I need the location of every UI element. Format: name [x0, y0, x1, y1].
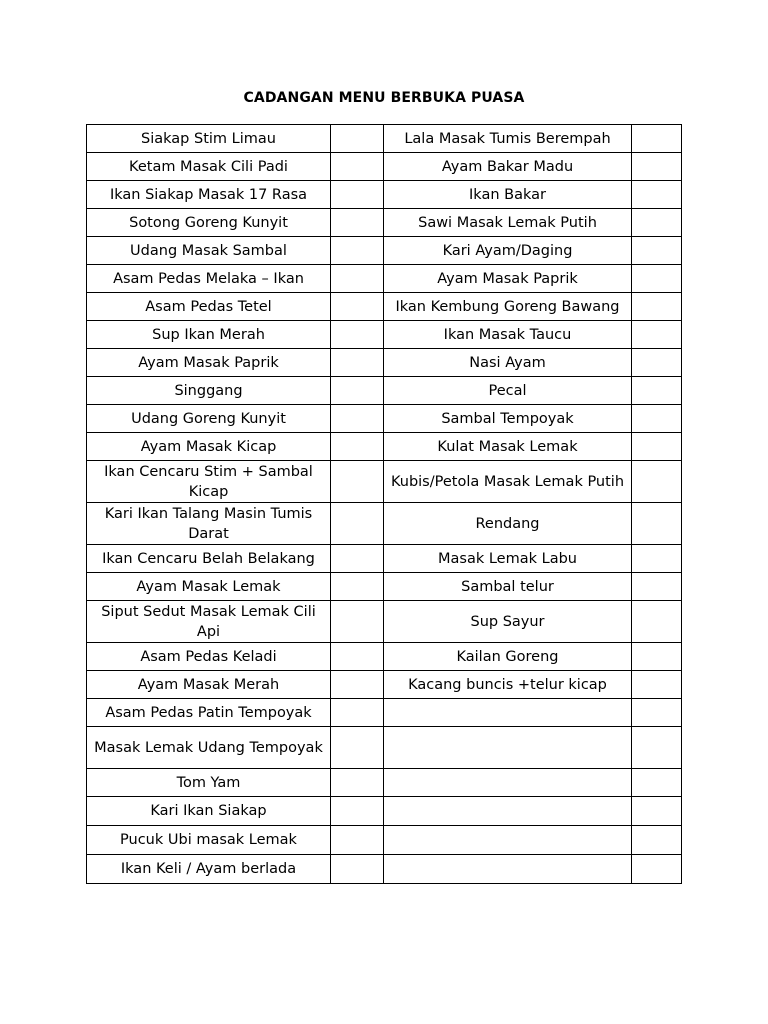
checkbox-cell-right — [632, 321, 682, 349]
checkbox-cell-left — [331, 237, 384, 265]
menu-item-right: Kailan Goreng — [384, 643, 632, 671]
checkbox-cell-left — [331, 209, 384, 237]
checkbox-cell-left — [331, 153, 384, 181]
menu-row — [87, 461, 682, 503]
checkbox-cell-left — [331, 321, 384, 349]
checkbox-cell-right — [632, 826, 682, 855]
checkbox-cell-right — [632, 125, 682, 153]
menu-row — [87, 181, 682, 209]
menu-item-left: Ketam Masak Cili Padi — [87, 153, 331, 181]
menu-row — [87, 797, 682, 826]
menu-item-left: Ikan Siakap Masak 17 Rasa — [87, 181, 331, 209]
menu-row — [87, 433, 682, 461]
menu-row — [87, 405, 682, 433]
menu-item-right: Nasi Ayam — [384, 349, 632, 377]
menu-row — [87, 769, 682, 797]
menu-item-left: Kari Ikan Siakap — [87, 797, 331, 826]
checkbox-cell-left — [331, 671, 384, 699]
checkbox-cell-right — [632, 643, 682, 671]
checkbox-cell-left — [331, 699, 384, 727]
menu-item-left: Siakap Stim Limau — [87, 125, 331, 153]
menu-item-left: Kari Ikan Talang Masin Tumis Darat — [87, 503, 331, 545]
checkbox-cell-left — [331, 601, 384, 643]
checkbox-cell-left — [331, 405, 384, 433]
menu-row — [87, 377, 682, 405]
checkbox-cell-left — [331, 855, 384, 884]
menu-item-right: Rendang — [384, 503, 632, 545]
menu-item-right — [384, 797, 632, 826]
menu-row — [87, 601, 682, 643]
checkbox-cell-right — [632, 209, 682, 237]
menu-item-right: Sawi Masak Lemak Putih — [384, 209, 632, 237]
checkbox-cell-right — [632, 769, 682, 797]
menu-item-right: Lala Masak Tumis Berempah — [384, 125, 632, 153]
checkbox-cell-right — [632, 601, 682, 643]
menu-row — [87, 153, 682, 181]
menu-row — [87, 321, 682, 349]
menu-item-left: Ayam Masak Paprik — [87, 349, 331, 377]
menu-item-left: Asam Pedas Patin Tempoyak — [87, 699, 331, 727]
menu-item-right: Kulat Masak Lemak — [384, 433, 632, 461]
menu-item-left: Masak Lemak Udang Tempoyak — [87, 727, 331, 769]
menu-item-left: Ikan Cencaru Stim + Sambal Kicap — [87, 461, 331, 503]
checkbox-cell-right — [632, 349, 682, 377]
checkbox-cell-right — [632, 153, 682, 181]
menu-table — [86, 124, 682, 884]
menu-item-left: Sotong Goreng Kunyit — [87, 209, 331, 237]
menu-item-right: Ikan Masak Taucu — [384, 321, 632, 349]
checkbox-cell-left — [331, 377, 384, 405]
menu-item-left: Tom Yam — [87, 769, 331, 797]
checkbox-cell-right — [632, 265, 682, 293]
menu-item-left: Ayam Masak Merah — [87, 671, 331, 699]
checkbox-cell-left — [331, 181, 384, 209]
checkbox-cell-right — [632, 433, 682, 461]
menu-item-right — [384, 769, 632, 797]
menu-item-left: Asam Pedas Tetel — [87, 293, 331, 321]
checkbox-cell-left — [331, 727, 384, 769]
checkbox-cell-right — [632, 293, 682, 321]
menu-item-left: Ikan Keli / Ayam berlada — [87, 855, 331, 884]
menu-item-left: Singgang — [87, 377, 331, 405]
checkbox-cell-right — [632, 545, 682, 573]
menu-row — [87, 503, 682, 545]
menu-row — [87, 826, 682, 855]
checkbox-cell-left — [331, 826, 384, 855]
menu-row — [87, 293, 682, 321]
menu-row — [87, 855, 682, 884]
menu-item-right: Kacang buncis +telur kicap — [384, 671, 632, 699]
menu-item-right: Pecal — [384, 377, 632, 405]
checkbox-cell-left — [331, 503, 384, 545]
menu-row — [87, 349, 682, 377]
checkbox-cell-left — [331, 349, 384, 377]
checkbox-cell-right — [632, 727, 682, 769]
menu-row — [87, 727, 682, 769]
menu-item-left: Siput Sedut Masak Lemak Cili Api — [87, 601, 331, 643]
menu-row — [87, 643, 682, 671]
menu-item-right: Sambal Tempoyak — [384, 405, 632, 433]
menu-item-left: Udang Goreng Kunyit — [87, 405, 331, 433]
menu-item-left: Asam Pedas Melaka – Ikan — [87, 265, 331, 293]
checkbox-cell-left — [331, 769, 384, 797]
menu-item-right: Ayam Masak Paprik — [384, 265, 632, 293]
menu-item-left: Asam Pedas Keladi — [87, 643, 331, 671]
menu-item-right: Ikan Bakar — [384, 181, 632, 209]
document-title: CADANGAN MENU BERBUKA PUASA — [243, 90, 525, 106]
menu-item-left: Sup Ikan Merah — [87, 321, 331, 349]
checkbox-cell-right — [632, 699, 682, 727]
menu-row — [87, 125, 682, 153]
menu-item-right — [384, 699, 632, 727]
checkbox-cell-left — [331, 461, 384, 503]
menu-item-right: Ayam Bakar Madu — [384, 153, 632, 181]
menu-item-right — [384, 855, 632, 884]
menu-item-right: Masak Lemak Labu — [384, 545, 632, 573]
checkbox-cell-right — [632, 503, 682, 545]
checkbox-cell-left — [331, 293, 384, 321]
checkbox-cell-left — [331, 643, 384, 671]
menu-item-left: Ayam Masak Kicap — [87, 433, 331, 461]
checkbox-cell-right — [632, 181, 682, 209]
menu-row — [87, 209, 682, 237]
checkbox-cell-right — [632, 671, 682, 699]
menu-item-right: Sambal telur — [384, 573, 632, 601]
menu-row — [87, 671, 682, 699]
checkbox-cell-left — [331, 545, 384, 573]
menu-item-right: Sup Sayur — [384, 601, 632, 643]
checkbox-cell-right — [632, 855, 682, 884]
menu-table-body — [87, 125, 682, 884]
menu-item-right: Ikan Kembung Goreng Bawang — [384, 293, 632, 321]
menu-row — [87, 699, 682, 727]
menu-item-right: Kubis/Petola Masak Lemak Putih — [384, 461, 632, 503]
menu-row — [87, 265, 682, 293]
checkbox-cell-left — [331, 797, 384, 826]
checkbox-cell-right — [632, 237, 682, 265]
menu-item-left: Ikan Cencaru Belah Belakang — [87, 545, 331, 573]
checkbox-cell-right — [632, 573, 682, 601]
menu-row — [87, 545, 682, 573]
checkbox-cell-right — [632, 797, 682, 826]
checkbox-cell-right — [632, 377, 682, 405]
menu-row — [87, 237, 682, 265]
menu-item-right: Kari Ayam/Daging — [384, 237, 632, 265]
checkbox-cell-left — [331, 265, 384, 293]
menu-item-left: Ayam Masak Lemak — [87, 573, 331, 601]
menu-item-left: Pucuk Ubi masak Lemak — [87, 826, 331, 855]
menu-item-left: Udang Masak Sambal — [87, 237, 331, 265]
checkbox-cell-left — [331, 573, 384, 601]
checkbox-cell-right — [632, 461, 682, 503]
menu-item-right — [384, 727, 632, 769]
menu-row — [87, 573, 682, 601]
checkbox-cell-left — [331, 125, 384, 153]
checkbox-cell-left — [331, 433, 384, 461]
checkbox-cell-right — [632, 405, 682, 433]
menu-item-right — [384, 826, 632, 855]
